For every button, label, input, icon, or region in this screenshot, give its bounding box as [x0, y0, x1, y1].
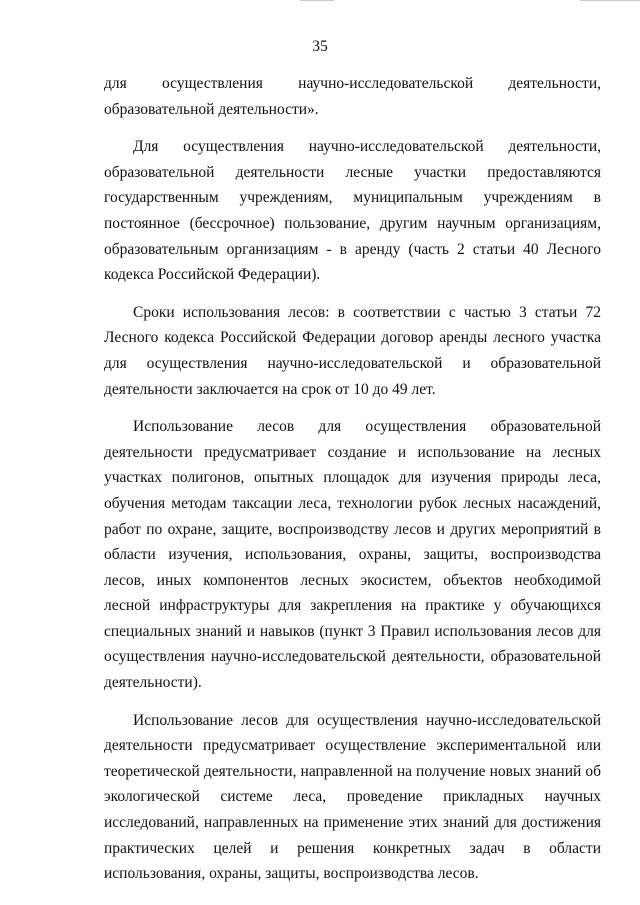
paragraph-research-use: Использование лесов для осуществления научно-исследовательской деятельности предусматривает осуществление экспериментальной или теоретической деятельности, направленной на получение новых знаний об экологической системе леса, проведение прикладных научных исследований, направленных на применение этих знаний для достижения практических целей и решения конкретных задач в области использования, охраны, защиты, воспроизводства лесов.	[104, 711, 601, 883]
scan-edge-mark	[300, 0, 334, 1]
scan-edge-mark	[580, 0, 640, 1]
paragraph-educational-use: Использование лесов для осуществления образовательной деятельности предусматривает создание и использование на лесных участках полигонов, опытных площадок для изучения природы леса, обучения методам таксации леса, технологии рубок лесных насаждений, работ по охране, защите, воспроизводству лесов и других мероприятий в области изучения, использования, охраны, защиты, воспроизводства лесов, иных компонентов лесных экосистем, объектов необходимой лесной инфраструктуры для закрепления на практике у обучающихся специальных знаний и навыков (пункт 3 Правил использования лесов для осуществления научно-исследовательской деятельности, образовательной деятельности).	[104, 418, 601, 692]
paragraph-usage-terms: Сроки использования лесов: в соответствии с частью 3 статьи 72 Лесного кодекса Российской Федерации договор аренды лесного участка для осуществления научно-исследовательской и образовательной деятельности заключается на срок от 10 до 49 лет.	[104, 303, 601, 398]
paragraph-continuation-line-1: для осуществления научно-исследовательской деятельности,	[104, 75, 601, 92]
paragraph-continuation-line-2: образовательной деятельности».	[104, 100, 319, 118]
body-text	[104, 71, 601, 899]
paragraph-land-provision: Для осуществления научно-исследовательской деятельности, образовательной деятельности лесные участки предоставляются государственным учреждениям, муниципальным учреждениям в постоянное (бессрочное) пользование, другим научным организациям, образовательным организациям - в аренду (часть 2 статьи 40 Лесного кодекса Российской Федерации).	[104, 138, 601, 284]
page-number: 35	[312, 38, 328, 55]
